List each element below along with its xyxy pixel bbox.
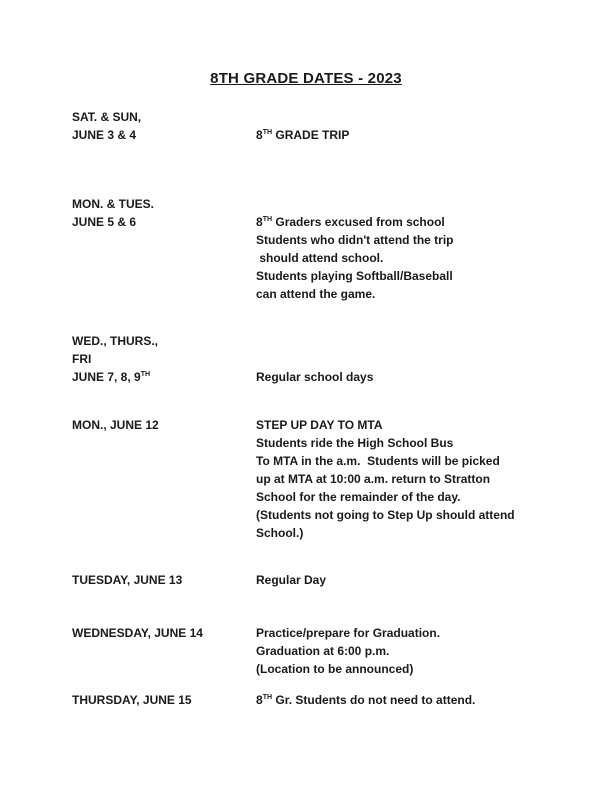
desc-line: 8TH GRADE TRIP [256,128,350,142]
desc-line: School.) [256,526,304,540]
desc-line: Students who didn't attend the trip [256,233,454,247]
entry-date [72,332,158,386]
date-line: MON., JUNE 12 [72,418,159,432]
entry-date [72,416,159,434]
date-line: WEDNESDAY, JUNE 14 [72,626,203,640]
date-line: TUESDAY, JUNE 13 [72,573,183,587]
date-line: MON. & TUES. [72,197,155,211]
desc-line: Practice/prepare for Graduation. [256,626,441,640]
entry-description [256,691,475,709]
desc-line: up at MTA at 10:00 a.m. return to Stratton [256,472,491,486]
entry-date [72,108,141,144]
date-line: THURSDAY, JUNE 15 [72,693,192,707]
date-line: JUNE 3 & 4 [72,128,137,142]
desc-line: Graduation at 6:00 p.m. [256,644,390,658]
desc-line: (Students not going to Step Up should attend [256,508,515,522]
date-line: WED., THURS., [72,334,158,348]
desc-line: Regular school days [256,370,374,384]
desc-line: can attend the game. [256,287,376,301]
date-line: FRI [72,352,92,366]
desc-line: (Location to be announced) [256,662,414,676]
entry-date [72,195,154,231]
desc-line: Regular Day [256,573,327,587]
desc-line: To MTA in the a.m. Students will be picked [256,454,500,468]
desc-line: 8TH Gr. Students do not need to attend. [256,693,476,707]
entry-date [72,571,182,589]
desc-line: should attend school. [256,251,384,265]
desc-line: STEP UP DAY TO MTA [256,418,383,432]
desc-line: Students playing Softball/Baseball [256,269,453,283]
entry-description [256,126,349,144]
desc-line: School for the remainder of the day. [256,490,461,504]
entry-description [256,624,440,678]
entry-description [256,416,515,542]
date-line: SAT. & SUN, [72,110,142,124]
date-line: JUNE 5 & 6 [72,215,137,229]
desc-line: Students ride the High School Bus [256,436,454,450]
page-title: 8TH GRADE DATES - 2023 [210,70,402,87]
date-line: JUNE 7, 8, 9TH [72,370,151,384]
desc-line: 8TH Graders excused from school [256,215,445,229]
entry-date [72,624,203,642]
entry-description [256,571,326,589]
entry-description [256,368,373,386]
entry-date [72,691,192,709]
entry-description [256,213,454,303]
